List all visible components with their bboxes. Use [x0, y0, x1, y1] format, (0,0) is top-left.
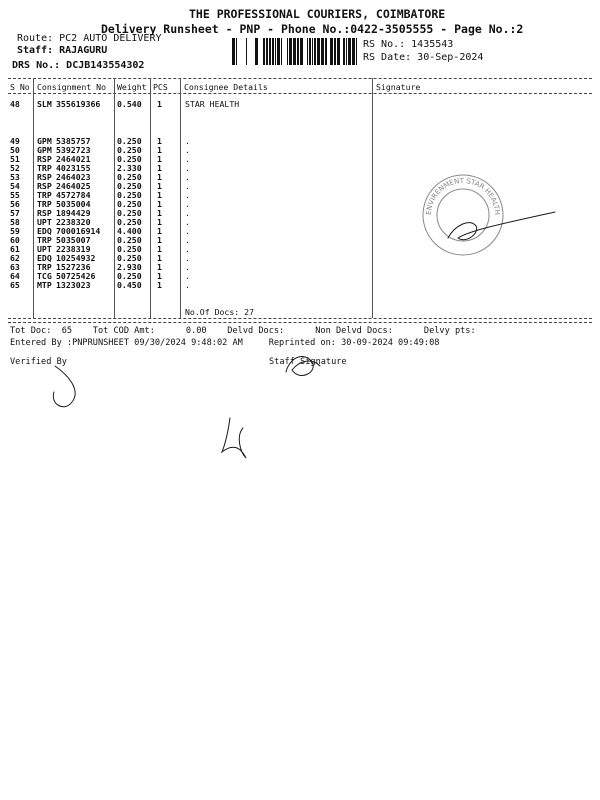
cell-sno: 58	[10, 217, 20, 227]
cell-weight: 0.450	[117, 280, 142, 290]
col-header-weight: Weight	[117, 82, 147, 92]
cell-consignment-number: 5392723	[56, 145, 91, 155]
cell-prefix: SLM	[37, 99, 52, 109]
cell-pcs: 1	[157, 136, 162, 146]
staff-signature-label: Staff Signature	[269, 357, 347, 367]
cell-consignment-number: 2464025	[56, 181, 91, 191]
cell-consignment-number: 2464021	[56, 154, 91, 164]
cell-consignee: .	[185, 271, 190, 281]
cell-prefix: RSP	[37, 172, 52, 182]
cell-pcs: 1	[157, 244, 162, 254]
cell-weight: 4.400	[117, 226, 142, 236]
cell-weight: 0.250	[117, 244, 142, 254]
route-label: Route: PC2 AUTO DELIVERY	[17, 33, 162, 44]
col-header-consignee: Consignee Details	[184, 82, 268, 92]
cell-consignment-number: 2238319	[56, 244, 91, 254]
cell-prefix: TRP	[37, 190, 52, 200]
cell-pcs: 1	[157, 99, 162, 109]
cell-consignment-number: 1894429	[56, 208, 91, 218]
cell-prefix: GPM	[37, 136, 52, 146]
cell-sno: 53	[10, 172, 20, 182]
cell-consignment-number: 50725426	[56, 271, 96, 281]
cell-sno: 50	[10, 145, 20, 155]
drs-number: DRS No.: DCJB143554302	[12, 60, 145, 71]
totals-line: Tot Doc: 65 Tot COD Amt: 0.00 Delvd Docs: Non Delvd Docs: Delvy pts:	[10, 326, 476, 336]
cell-sno: 65	[10, 280, 20, 290]
cell-weight: 2.930	[117, 262, 142, 272]
cell-consignee: .	[185, 217, 190, 227]
verified-by-label: Verified By	[10, 357, 67, 367]
cell-consignment-number: 10254932	[56, 253, 96, 263]
cell-prefix: GPM	[37, 145, 52, 155]
cell-weight: 0.250	[117, 208, 142, 218]
cell-consignment-number: 5035007	[56, 235, 91, 245]
cell-consignment-number: 2238320	[56, 217, 91, 227]
cell-consignee: .	[185, 199, 190, 209]
cell-pcs: 1	[157, 172, 162, 182]
cell-weight: 0.250	[117, 136, 142, 146]
cell-sno: 64	[10, 271, 20, 281]
cell-consignment-number: 5035004	[56, 199, 91, 209]
no-of-docs: No.Of Docs: 27	[185, 307, 255, 317]
cell-sno: 59	[10, 226, 20, 236]
cell-consignment-number: 355619366	[56, 99, 101, 109]
cell-pcs: 1	[157, 199, 162, 209]
cell-prefix: RSP	[37, 181, 52, 191]
cell-weight: 0.250	[117, 181, 142, 191]
cell-weight: 2.330	[117, 163, 142, 173]
company-title: THE PROFESSIONAL COURIERS, COIMBATORE	[189, 7, 446, 21]
rs-number: RS No.: 1435543	[363, 39, 454, 50]
col-header-signature: Signature	[376, 82, 421, 92]
cell-prefix: TRP	[37, 235, 52, 245]
cell-pcs: 1	[157, 217, 162, 227]
cell-consignment-number: 1323023	[56, 280, 91, 290]
cell-consignee: .	[185, 235, 190, 245]
cell-weight: 0.250	[117, 154, 142, 164]
cell-sno: 55	[10, 190, 20, 200]
cell-sno: 61	[10, 244, 20, 254]
rs-date: RS Date: 30-Sep-2024	[363, 52, 484, 63]
cell-sno: 54	[10, 181, 20, 191]
cell-consignee: .	[185, 154, 190, 164]
cell-consignee: .	[185, 145, 190, 155]
cell-consignment-number: 4023155	[56, 163, 91, 173]
cell-weight: 0.250	[117, 145, 142, 155]
cell-pcs: 1	[157, 262, 162, 272]
cell-sno: 56	[10, 199, 20, 209]
cell-consignee: .	[185, 181, 190, 191]
cell-prefix: TCG	[37, 271, 52, 281]
cell-pcs: 1	[157, 253, 162, 263]
cell-consignee: STAR HEALTH	[185, 99, 240, 109]
cell-sno: 63	[10, 262, 20, 272]
cell-weight: 0.250	[117, 172, 142, 182]
cell-pcs: 1	[157, 235, 162, 245]
cell-prefix: EDQ	[37, 226, 52, 236]
cell-weight: 0.250	[117, 199, 142, 209]
cell-consignee: .	[185, 226, 190, 236]
cell-weight: 0.250	[117, 271, 142, 281]
cell-consignee: .	[185, 208, 190, 218]
staff-label: Staff: RAJAGURU	[17, 45, 108, 56]
cell-sno: 52	[10, 163, 20, 173]
cell-pcs: 1	[157, 190, 162, 200]
cell-prefix: TRP	[37, 163, 52, 173]
cell-prefix: EDQ	[37, 253, 52, 263]
runsheet-title: Delivery Runsheet - PNP - Phone No.:0422-3505555 - Page No.:2	[101, 22, 524, 36]
cell-consignment-number: 4572784	[56, 190, 91, 200]
cell-weight: 0.250	[117, 217, 142, 227]
cell-consignment-number: 1527236	[56, 262, 91, 272]
cell-consignee: .	[185, 244, 190, 254]
cell-consignee: .	[185, 190, 190, 200]
cell-consignee: .	[185, 172, 190, 182]
cell-prefix: MTP	[37, 280, 52, 290]
svg-text:ENVIRENMENT STAR HEALTH: ENVIRENMENT STAR HEALTH	[424, 176, 502, 216]
cell-consignee: .	[185, 136, 190, 146]
cell-pcs: 1	[157, 271, 162, 281]
col-header-sno: S No	[10, 82, 30, 92]
cell-sno: 51	[10, 154, 20, 164]
cell-consignee: .	[185, 163, 190, 173]
cell-sno: 48	[10, 99, 20, 109]
cell-weight: 0.250	[117, 235, 142, 245]
cell-pcs: 1	[157, 163, 162, 173]
cell-prefix: RSP	[37, 208, 52, 218]
cell-consignment-number: 5385757	[56, 136, 91, 146]
cell-pcs: 1	[157, 145, 162, 155]
cell-sno: 57	[10, 208, 20, 218]
cell-pcs: 1	[157, 208, 162, 218]
cell-prefix: TRP	[37, 199, 52, 209]
cell-prefix: TRP	[37, 262, 52, 272]
cell-consignee: .	[185, 253, 190, 263]
cell-pcs: 1	[157, 280, 162, 290]
cell-consignee: .	[185, 262, 190, 272]
cell-weight: 0.540	[117, 99, 142, 109]
cell-weight: 0.250	[117, 190, 142, 200]
cell-prefix: UPT	[37, 217, 52, 227]
col-header-consignment: Consignment No	[37, 82, 107, 92]
cell-sno: 62	[10, 253, 20, 263]
cell-pcs: 1	[157, 154, 162, 164]
cell-prefix: UPT	[37, 244, 52, 254]
entered-by-line: Entered By :PNPRUNSHEET 09/30/2024 9:48:02 AM Reprinted on: 30-09-2024 09:49:08	[10, 338, 440, 348]
cell-consignment-number: 700016914	[56, 226, 101, 236]
cell-consignment-number: 2464023	[56, 172, 91, 182]
cell-pcs: 1	[157, 226, 162, 236]
col-header-pcs: PCS	[153, 82, 168, 92]
cell-consignee: .	[185, 280, 190, 290]
cell-sno: 60	[10, 235, 20, 245]
cell-pcs: 1	[157, 181, 162, 191]
cell-prefix: RSP	[37, 154, 52, 164]
cell-weight: 0.250	[117, 253, 142, 263]
cell-sno: 49	[10, 136, 20, 146]
